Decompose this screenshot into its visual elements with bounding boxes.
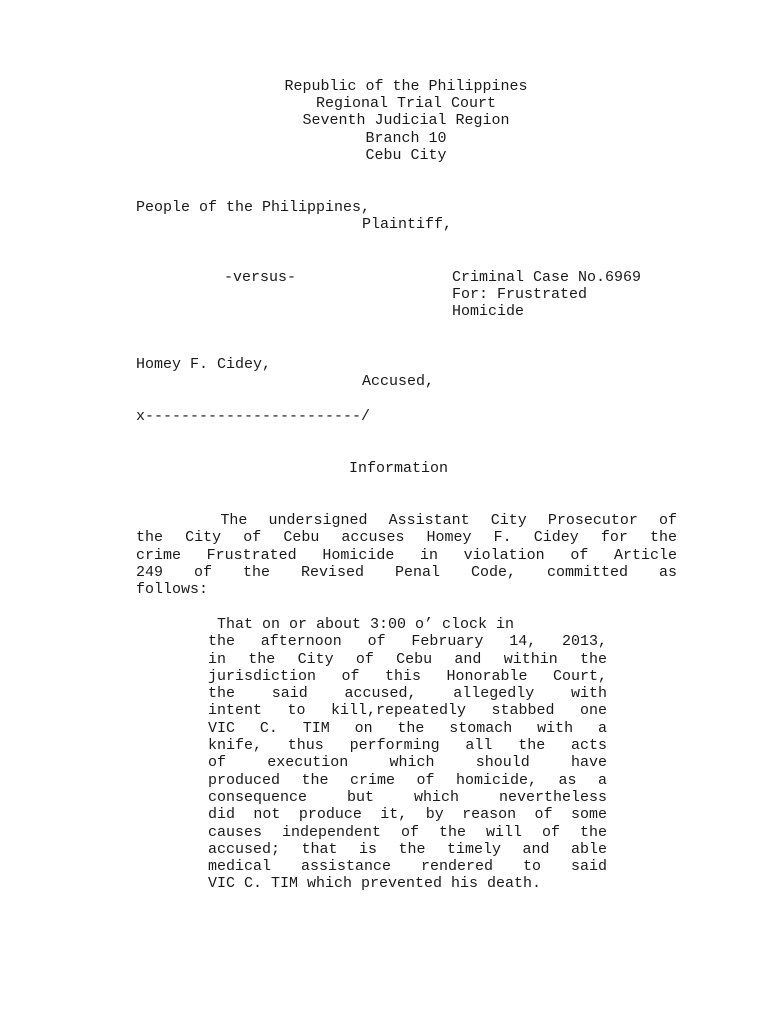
- plaintiff-name: People of the Philippines,: [136, 199, 371, 216]
- case-charge-line1: For: Frustrated: [452, 286, 588, 303]
- document-title: Information: [349, 460, 449, 477]
- intro-paragraph: [136, 512, 677, 598]
- intro-line: follows:: [136, 581, 209, 599]
- court-header-republic: Republic of the Philippines: [284, 78, 528, 95]
- intro-line: 249 of the Revised Penal Code, committed as: [136, 563, 677, 581]
- allegation-line: in the City of Cebu and within the: [208, 650, 607, 668]
- court-header-region: Seventh Judicial Region: [302, 112, 510, 129]
- allegation-line: That on or about 3:00 o’ clock in: [208, 616, 515, 633]
- case-number: Criminal Case No.6969: [452, 269, 642, 286]
- allegation-line: accused; that is the timely and able: [208, 840, 607, 858]
- caption-separator: x------------------------/: [136, 408, 371, 425]
- allegation-line: VIC C. TIM which prevented his death.: [208, 875, 542, 893]
- allegation-line: the afternoon of February 14, 2013,: [208, 633, 607, 651]
- allegation-line: of execution which should have: [208, 754, 607, 772]
- case-charge-line2: Homicide: [452, 303, 525, 320]
- allegation-line: jurisdiction of this Honorable Court,: [208, 667, 607, 685]
- allegation-line: intent to kill,repeatedly stabbed one: [208, 702, 607, 720]
- accused-role: Accused,: [362, 373, 435, 390]
- court-header-trial-court: Regional Trial Court: [315, 95, 497, 112]
- court-header-city: Cebu City: [365, 147, 447, 164]
- allegation-paragraph: [208, 616, 607, 893]
- allegation-line: did not produce it, by reason of some: [208, 806, 607, 824]
- allegation-line: produced the crime of homicide, as a: [208, 771, 607, 789]
- allegation-line: the said accused, allegedly with: [208, 685, 607, 703]
- allegation-line: consequence but which nevertheless: [208, 788, 607, 806]
- plaintiff-role: Plaintiff,: [362, 216, 453, 233]
- intro-line: the City of Cebu accuses Homey F. Cidey for the: [136, 529, 677, 547]
- versus-label: -versus-: [224, 269, 297, 286]
- allegation-line: causes independent of the will of the: [208, 823, 607, 841]
- intro-line: The undersigned Assistant City Prosecutor of: [136, 512, 677, 529]
- court-header-branch: Branch 10: [365, 130, 447, 147]
- allegation-line: medical assistance rendered to said: [208, 858, 607, 876]
- intro-line: crime Frustrated Homicide in violation of Article: [136, 546, 677, 564]
- allegation-line: VIC C. TIM on the stomach with a: [208, 719, 607, 737]
- accused-name: Homey F. Cidey,: [136, 356, 272, 373]
- allegation-line: knife, thus performing all the acts: [208, 737, 607, 755]
